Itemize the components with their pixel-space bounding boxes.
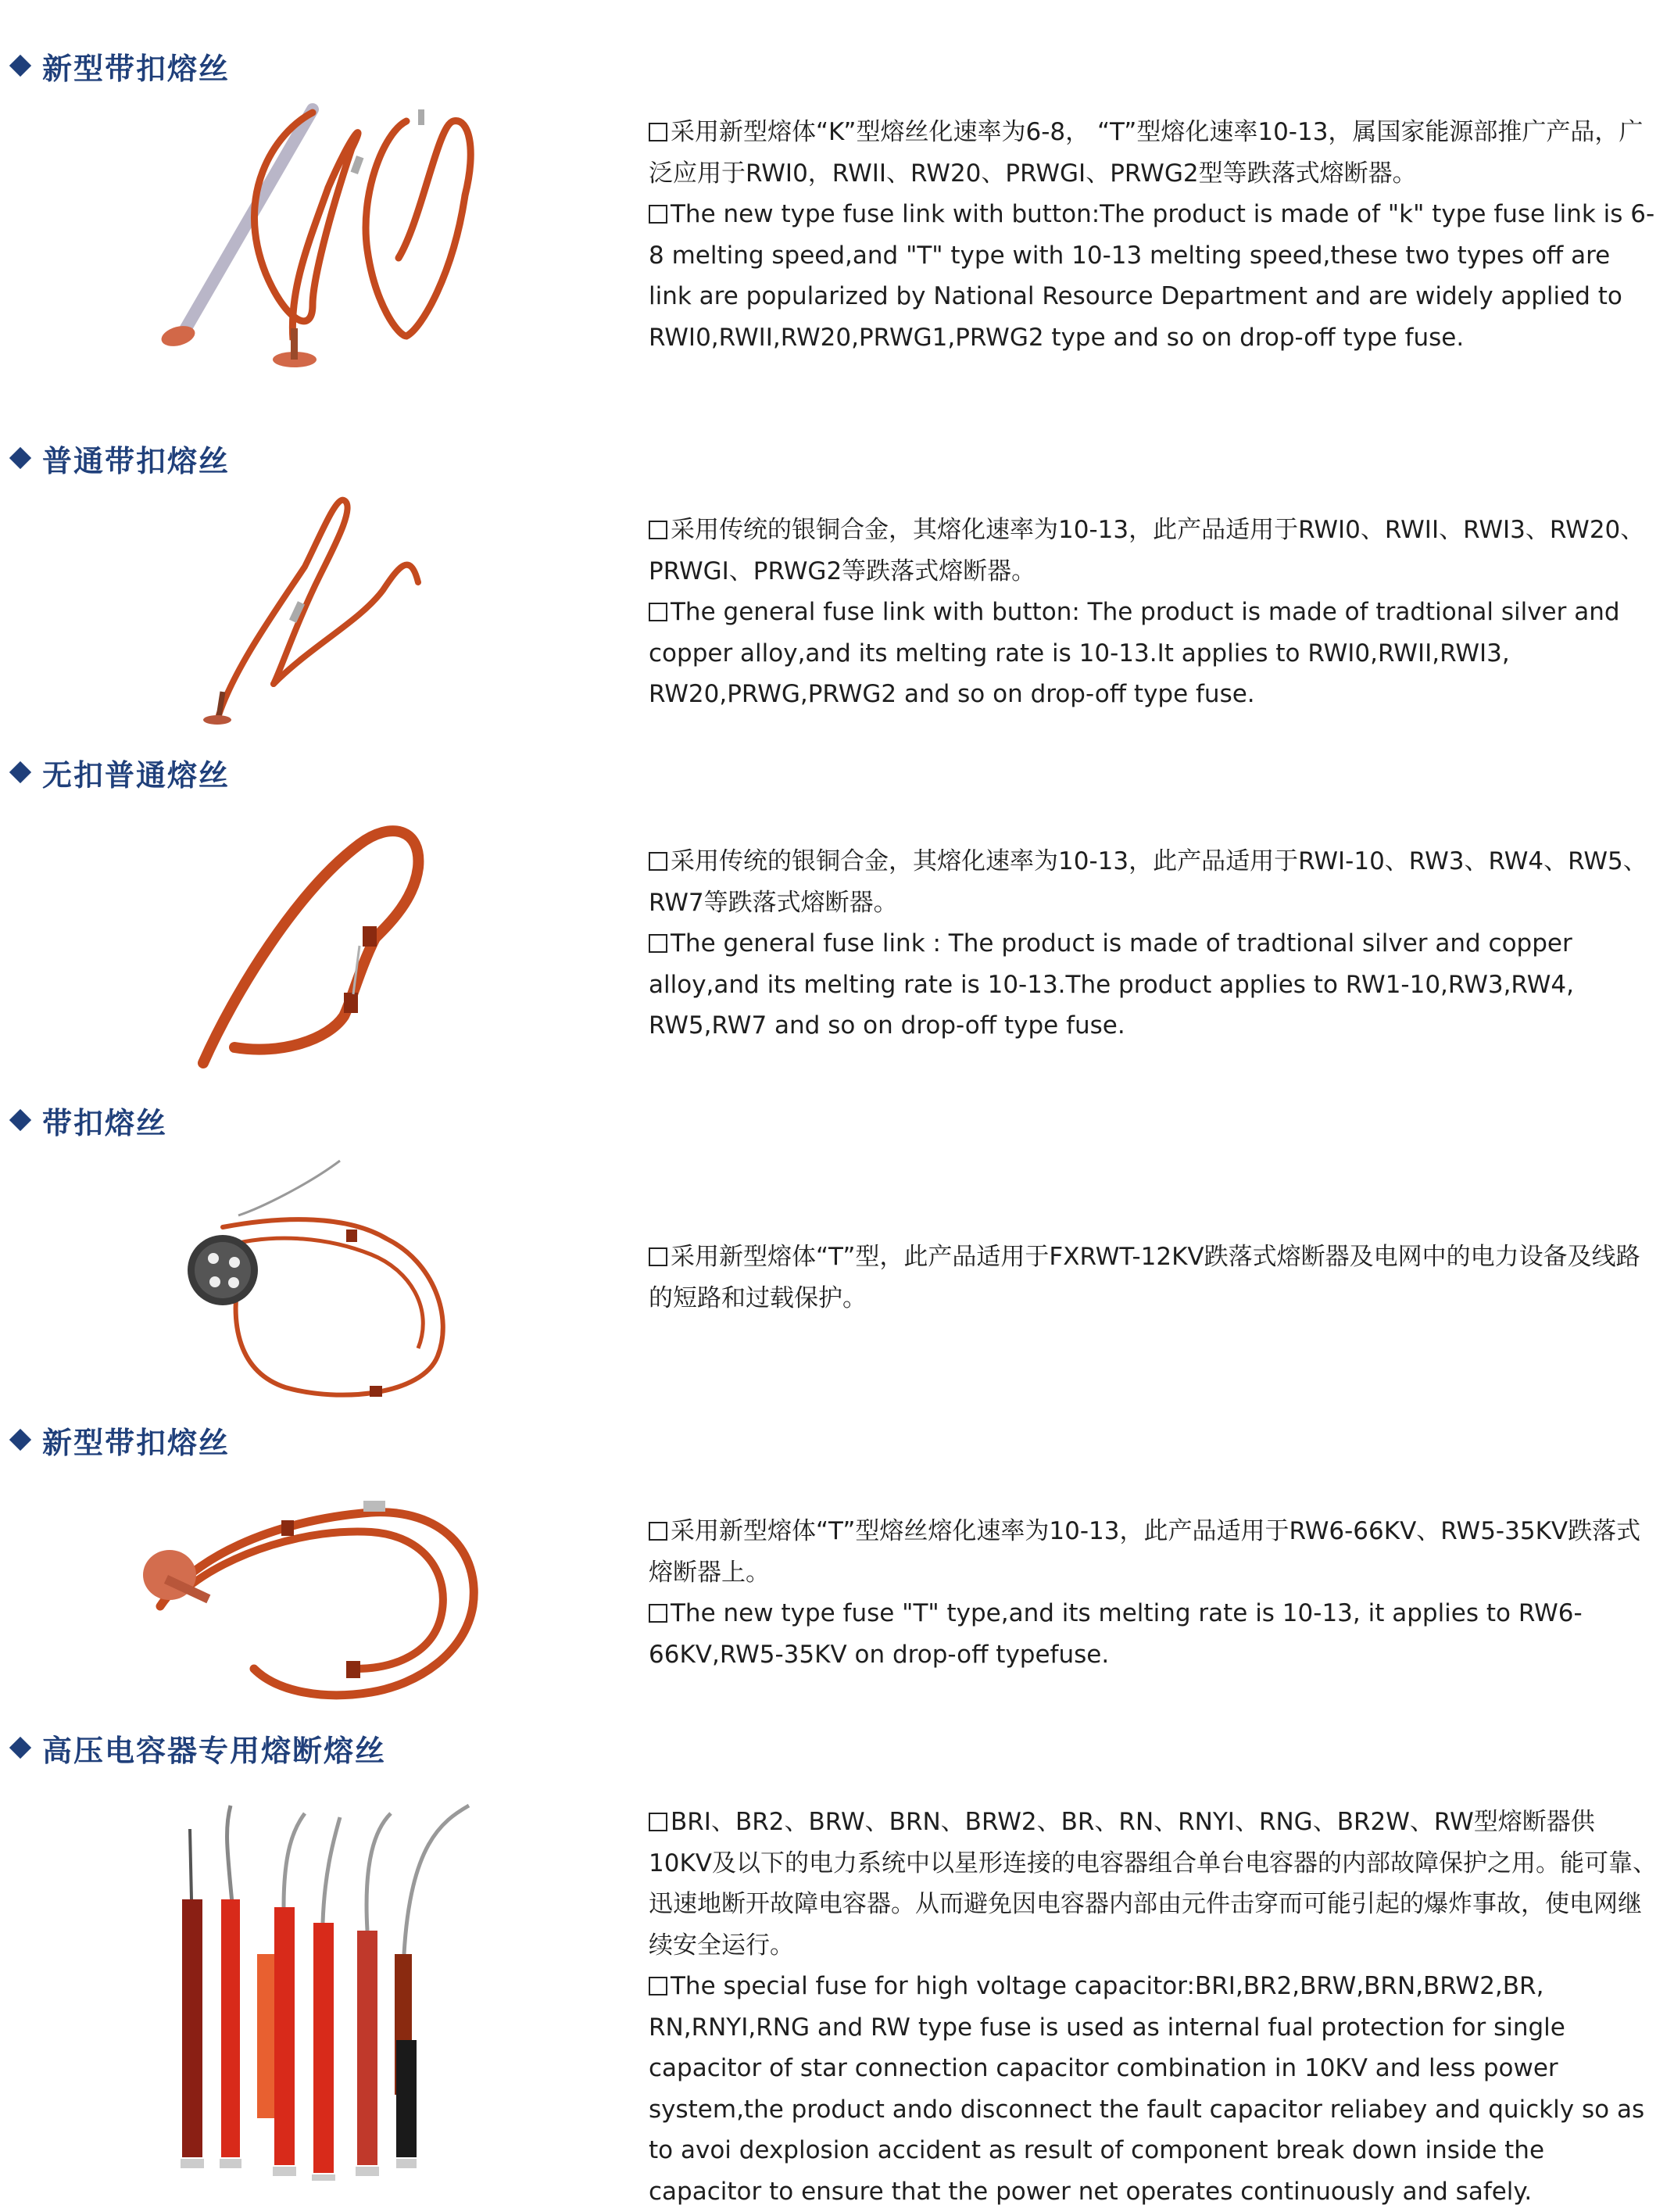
capacitor-fuse-set-image (176, 1798, 481, 2181)
checkbox-bullet-icon (649, 852, 667, 871)
section-heading (8, 1100, 167, 1140)
diamond-bullet-icon (9, 1109, 31, 1131)
description-en: The general fuse link with button: The product is made of tradtional silver and copper alloy,and its melting rate is 10-13.It applies to RWI0,RWII,RWI3, RW20,PRWG,PRWG2 and so on drop-off type fuse. (649, 598, 1620, 708)
section-heading (8, 1419, 230, 1460)
checkbox-bullet-icon (649, 1522, 667, 1541)
checkbox-bullet-icon (649, 1813, 667, 1831)
description-en: The special fuse for high voltage capacitor:BRI,BR2,BRW,BRN,BRW2,BR, RN,RNYI,RNG and RW type fuse is used as internal fual protection for single capacitor of star connection capacitor combination in 10KV and less power system,the product ando disconnect the fault capacitor reliabey and quickly so as to avoi dexplosion accident as result of component break down inside the capacitor to ensure that the power net operates continuously and safely. (649, 1972, 1645, 2206)
section-description (649, 841, 1657, 1047)
checkbox-bullet-icon (649, 521, 667, 539)
description-zh: 采用新型熔体“T”型熔丝熔化速率为10-13，此产品适用于RW6-66KV、RW5-35KV跌落式熔断器上。 (649, 1517, 1641, 1587)
fuse-link-with-button-disc-image (168, 1153, 465, 1411)
section-heading (8, 438, 230, 478)
section-title: 高压电容器专用熔断熔丝 (42, 1733, 387, 1768)
fuse-link-general-without-button-image (188, 813, 438, 1079)
section-title: 普通带扣熔丝 (42, 443, 231, 478)
section-title: 带扣熔丝 (42, 1105, 168, 1140)
diamond-bullet-icon (9, 1429, 31, 1451)
diamond-bullet-icon (9, 761, 31, 783)
section-heading (8, 752, 230, 793)
checkbox-bullet-icon (649, 1977, 667, 1995)
section-heading (8, 1727, 386, 1768)
fuse-link-general-with-button-image (188, 489, 445, 731)
checkbox-bullet-icon (649, 1247, 667, 1266)
diamond-bullet-icon (9, 447, 31, 469)
checkbox-bullet-icon (649, 1604, 667, 1623)
diamond-bullet-icon (9, 1737, 31, 1759)
fuse-link-new-type-t-image (137, 1473, 496, 1716)
section-description (649, 112, 1657, 358)
section-heading (8, 45, 230, 86)
section-title: 新型带扣熔丝 (42, 51, 231, 86)
description-zh: 采用传统的银铜合金，其熔化速率为10-13，此产品适用于RWI-10、RW3、RW4、RW5、RW7等跌落式熔断器。 (649, 847, 1647, 917)
checkbox-bullet-icon (649, 603, 667, 621)
section-description (649, 510, 1657, 715)
checkbox-bullet-icon (649, 123, 667, 141)
section-title: 新型带扣熔丝 (42, 1425, 231, 1460)
description-zh: 采用新型熔体“K”型熔丝化速率为6-8， “T”型熔化速率10-13，属国家能源部推广产品，广泛应用于RWI0，RWII、RW20、PRWGI、PRWG2型等跌落式熔断器。 (649, 118, 1644, 188)
description-zh: 采用传统的银铜合金，其熔化速率为10-13，此产品适用于RWI0、RWII、RWI3、RW20、PRWGI、PRWG2等跌落式熔断器。 (649, 516, 1645, 585)
checkbox-bullet-icon (649, 205, 667, 224)
diamond-bullet-icon (9, 55, 31, 77)
description-en: The general fuse link : The product is made of tradtional silver and copper alloy,and its melting rate is 10-13.The product applies to RW1-10,RW3,RW4, RW5,RW7 and so on drop-off type fuse. (649, 929, 1574, 1040)
section-description (649, 1802, 1657, 2212)
description-en: The new type fuse link with button:The product is made of "k" type fuse link is 6-8 melting speed,and "T" type with 10-13 melting speed,these two types off are link are popularized by National Resource Department and are widely applied to RWI0,RWII,RW20,PRWG1,PRWG2 type and so on drop-off type fuse. (649, 200, 1655, 352)
description-zh: BRI、BR2、BRW、BRN、BRW2、BR、RN、RNYI、RNG、BR2W、RW型熔断器供10KV及以下的电力系统中以星形连接的电容器组合单台电容器的内部故障保护之用。能可靠、迅速地断开故障电容器。从而避免因电容器内部由元件击穿而可能引起的爆炸事故，使电网继续安全运行。 (649, 1808, 1657, 1960)
fuse-link-new-type-with-button-image (148, 102, 508, 391)
description-zh: 采用新型熔体“T”型，此产品适用于FXRWT-12KV跌落式熔断器及电网中的电力设备及线路的短路和过载保护。 (649, 1243, 1640, 1312)
section-title: 无扣普通熔丝 (42, 757, 231, 793)
description-en: The new type fuse "T" type,and its melting rate is 10-13, it applies to RW6-66KV,RW5-35KV on drop-off typefuse. (649, 1599, 1583, 1669)
section-description (649, 1511, 1657, 1675)
checkbox-bullet-icon (649, 934, 667, 953)
section-description (649, 1237, 1657, 1319)
